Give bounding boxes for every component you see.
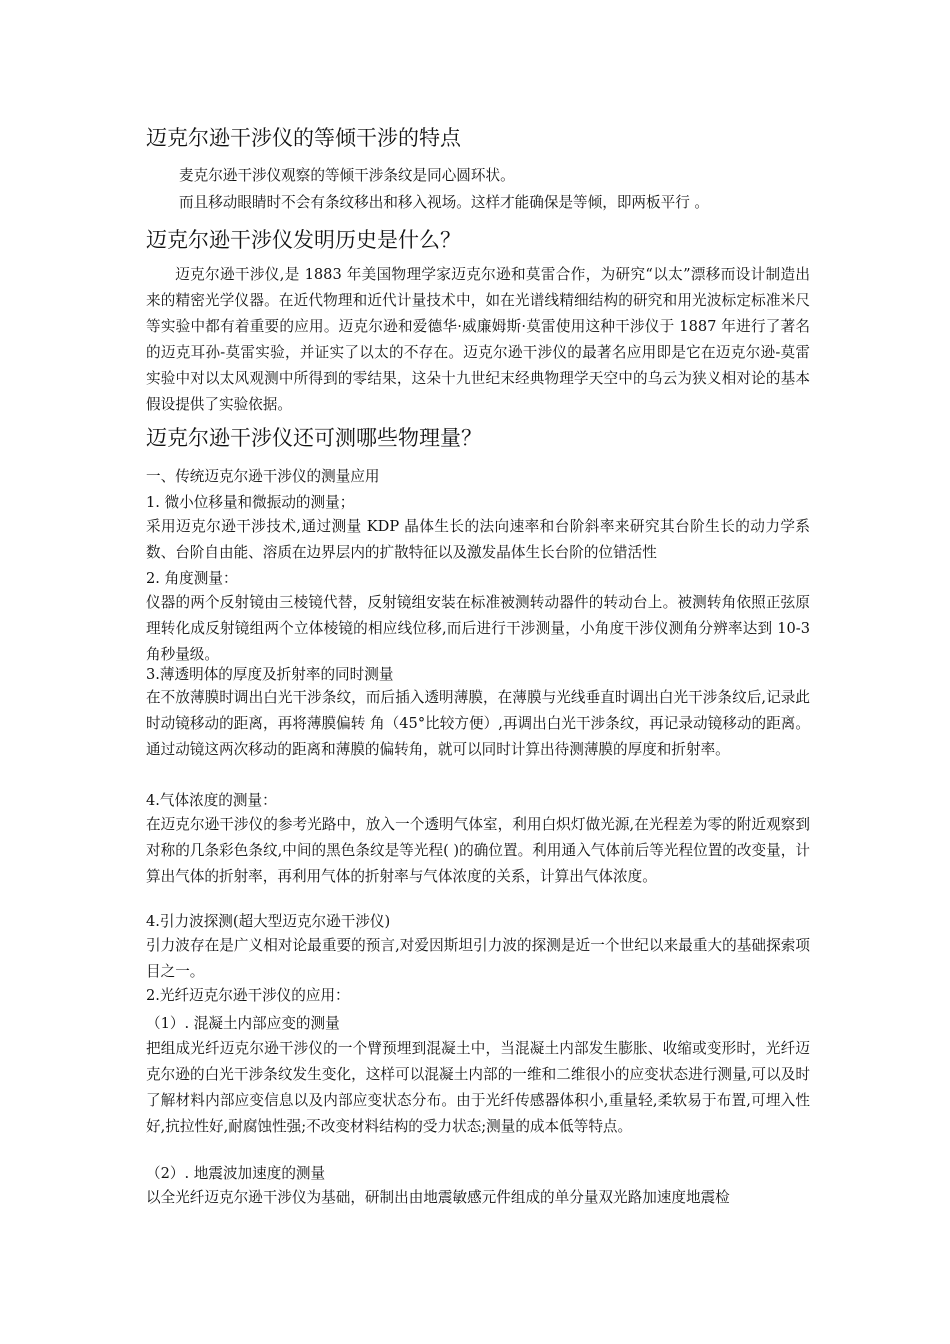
list-item-subtitle: （2）. 地震波加速度的测量: [146, 1165, 326, 1182]
list-item-body: 在迈克尔逊干涉仪的参考光路中，放入一个透明气体室，利用白炽灯做光源,在光程差为零的附近观察到对称的几条彩色条纹,中间的黑色条纹是等光程( )的确位置。利用通入气体前后等光程位置的改变量，计算出气体的折射率，再利用气体的折射率与气体浓度的关系，计算出气体浓度。: [146, 816, 810, 885]
section-title-history: 迈克尔逊干涉仪发明历史是什么？: [146, 228, 461, 252]
paragraph-line: 麦克尔逊干涉仪观察的等倾干涉条纹是同心圆环状。: [179, 167, 515, 184]
list-heading: 一、传统迈克尔逊干涉仪的测量应用: [146, 468, 380, 485]
paragraph-line: 而且移动眼睛时不会有条纹移出和移入视场。这样才能确保是等倾，即两板平行 。: [179, 194, 710, 211]
list-item-body: 采用迈克尔逊干涉技术,通过测量 KDP 晶体生长的法向速率和台阶斜率来研究其台阶生长的动力学系数、台阶自由能、溶质在边界层内的扩散特征以及激发晶体生长台阶的位错活性: [146, 518, 810, 561]
list-item-title: 3.薄透明体的厚度及折射率的同时测量: [146, 666, 394, 683]
history-paragraph: 迈克尔逊干涉仪,是 1883 年美国物理学家迈克尔逊和莫雷合作，为研究“以太”漂移而设计制造出来的精密光学仪器。在近代物理和近代计量技术中，如在光谱线精细结构的研究和用光波标定标准米尺等实验中都有着重要的应用。迈克尔逊和爱德华·威廉姆斯·莫雷使用这种干涉仪于 1887 年进行了著名的迈克耳孙-莫雷实验，并证实了以太的不存在。迈克尔逊干涉仪的最著名应用即是它在迈克尔逊-莫雷实验中对以太风观测中所得到的零结果，这朵十九世纪末经典物理学天空中的乌云为狭义相对论的基本假设提供了实验依据。: [146, 266, 810, 413]
list-item-title: 1. 微小位移量和微振动的测量；: [146, 494, 355, 511]
list-item-body: 仪器的两个反射镜由三棱镜代替，反射镜组安装在标准被测转动器件的转动台上。被测转角依照正弦原理转化成反射镜组两个立体棱镜的相应线位移,而后进行干涉测量，小角度干涉仪测角分辨率达到 10-3 角秒量级。: [146, 594, 810, 663]
list-item-title: 4.气体浓度的测量：: [146, 792, 277, 809]
list-item-subtitle: （1）. 混凝土内部应变的测量: [146, 1015, 340, 1032]
section-title-equal-inclination: 迈克尔逊干涉仪的等倾干涉的特点: [146, 126, 461, 150]
list-item-title: 2.光纤迈克尔逊干涉仪的应用：: [146, 987, 350, 1004]
list-item-body: 把组成光纤迈克尔逊干涉仪的一个臂预埋到混凝土中，当混凝土内部发生膨胀、收缩或变形时，光纤迈克尔逊的白光干涉条纹发生变化，这样可以混凝土内部的一维和二维很小的应变状态进行测量,可以及时了解材料内部应变信息以及内部应变状态分布。由于光纤传感器体积小,重量轻,柔软易于布置,可埋入性好,抗拉性好,耐腐蚀性强;不改变材料结构的受力状态;测量的成本低等特点。: [146, 1040, 810, 1135]
list-item-body: 在不放薄膜时调出白光干涉条纹，而后插入透明薄膜，在薄膜与光线垂直时调出白光干涉条纹后,记录此时动镜移动的距离，再将薄膜偏转 角（45°比较方便）,再调出白光干涉条纹，再记录动镜移动的距离。通过动镜这两次移动的距离和薄膜的偏转角，就可以同时计算出待测薄膜的厚度和折射率。: [146, 689, 810, 758]
section-title-measurements: 迈克尔逊干涉仪还可测哪些物理量？: [146, 426, 482, 450]
list-item-title: 4.引力波探测(超大型迈克尔逊干涉仪): [146, 913, 391, 930]
list-item-body: 引力波存在是广义相对论最重要的预言,对爱因斯坦引力波的探测是近一个世纪以来最重大的基础探索项目之一。: [146, 937, 810, 980]
list-item-title: 2. 角度测量：: [146, 570, 238, 587]
list-item-body: 以全光纤迈克尔逊干涉仪为基础，研制出由地震敏感元件组成的单分量双光路加速度地震检: [146, 1189, 730, 1206]
